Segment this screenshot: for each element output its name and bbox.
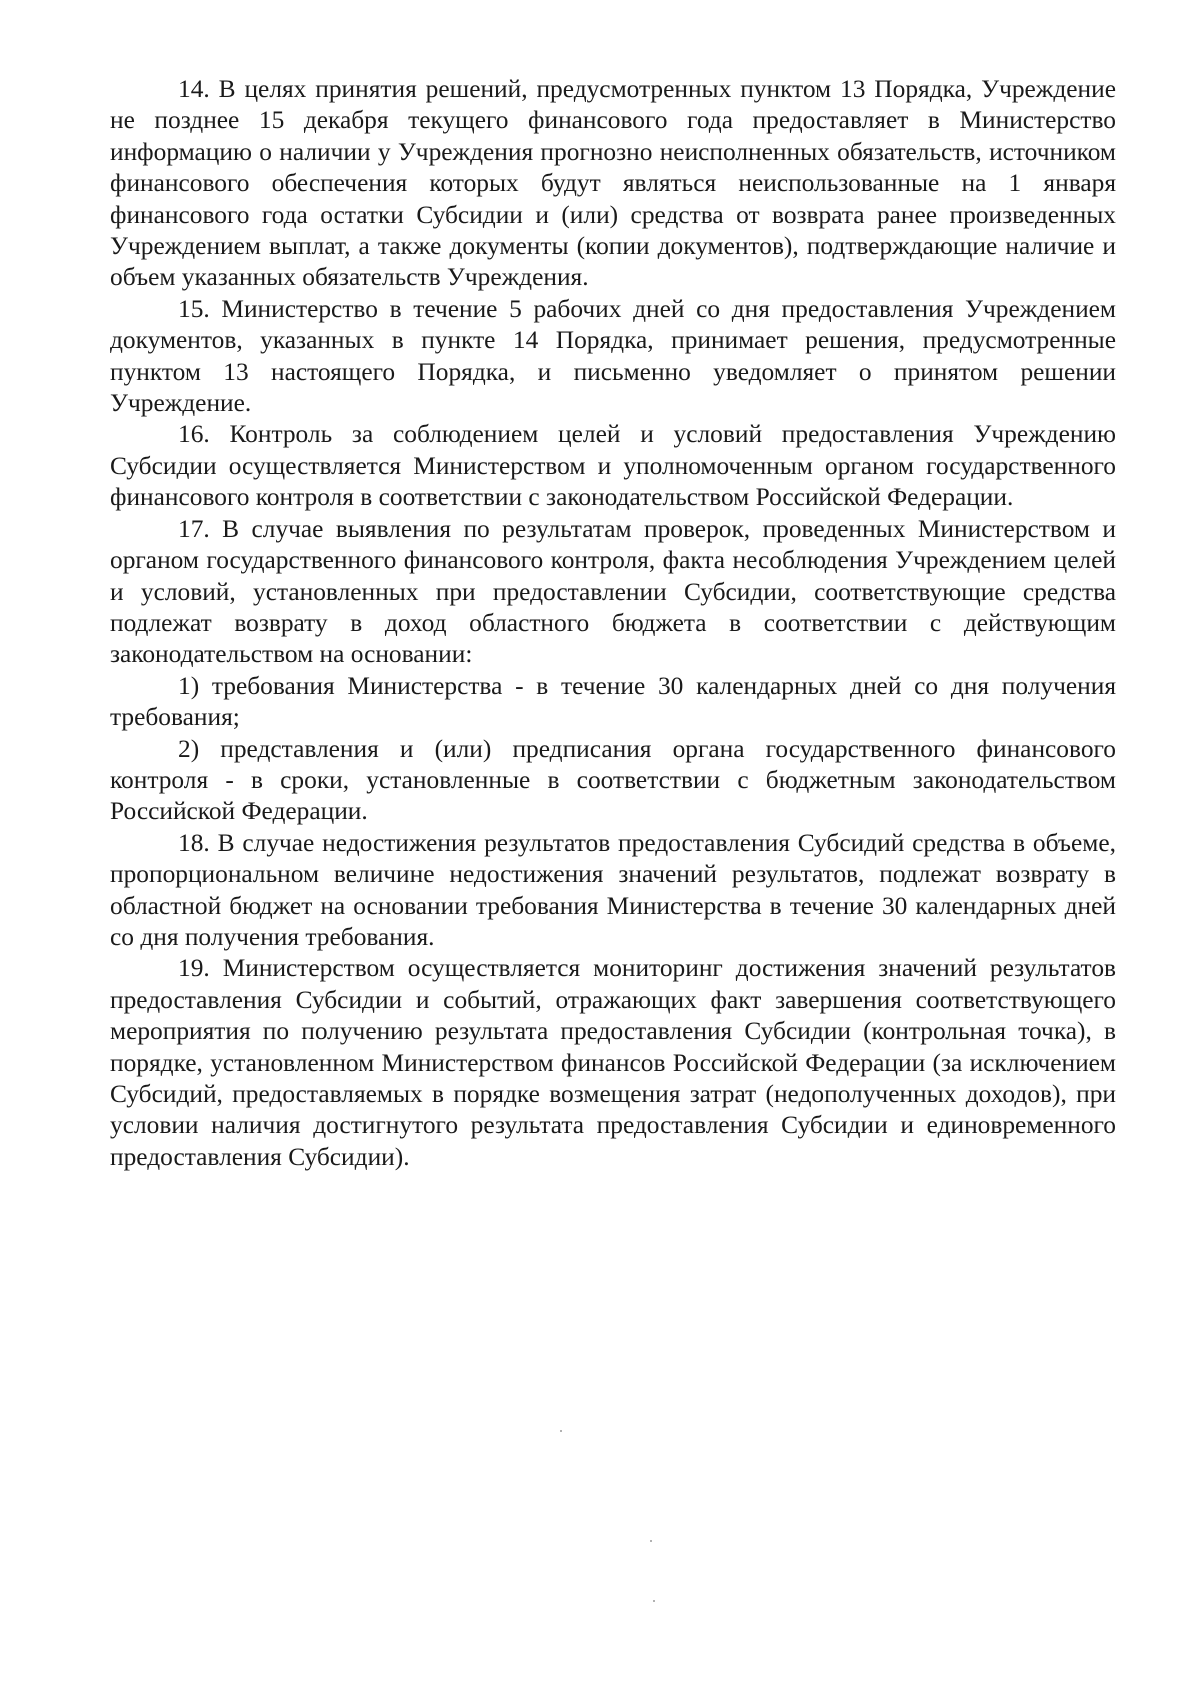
paragraph-16: 16. Контроль за соблюдением целей и условий предоставления Учреждению Субсидии осуществляется Министерством и уполномоченным органом государственного финансового контроля в соответствии с законодательством Российской Федерации. — [110, 420, 1116, 512]
paragraph-15: 15. Министерство в течение 5 рабочих дней со дня предоставления Учреждением документов, указанных в пункте 14 Порядка, принимает решения, предусмотренные пунктом 13 настоящего Порядка, и письменно уведомляет о принятом решении Учреждение. — [110, 294, 1116, 418]
paragraph-17: 17. В случае выявления по результатам проверок, проведенных Министерством и органом государственного финансового контроля, факта несоблюдения Учреждением целей и условий, установленных при предоставлении Субсидии, соответствующие средства подлежат возврату в доход областного бюджета в соответствии с действующим законодательством на основании: — [110, 514, 1116, 669]
paragraph-17-item-2: 2) представления и (или) предписания органа государственного финансового контроля - в сроки, установленные в соответствии с бюджетным законодательством Российской Федерации. — [110, 734, 1116, 826]
paragraph-18: 18. В случае недостижения результатов предоставления Субсидий средства в объеме, пропорциональном величине недостижения значений результатов, подлежат возврату в областной бюджет на основании требования Министерства в течение 30 календарных дней со дня получения требования. — [110, 828, 1116, 951]
scan-speck — [560, 1430, 562, 1432]
paragraph-17-item-1: 1) требования Министерства - в течение 30 календарных дней со дня получения требования; — [110, 671, 1116, 732]
document-body — [110, 74, 1116, 1173]
scan-speck — [650, 1540, 652, 1542]
paragraph-14: 14. В целях принятия решений, предусмотренных пунктом 13 Порядка, Учреждение не позднее 15 декабря текущего финансового года предоставляет в Министерство информацию о наличии у Учреждения прогнозно неисполненных обязательств, источником финансового обеспечения которых будут являться неиспользованные на 1 января финансового года остатки Субсидии и (или) средства от возврата ранее произведенных Учреждением выплат, а также документы (копии документов), подтверждающие наличие и объем указанных обязательств Учреждения. — [110, 75, 1116, 292]
scan-speck — [653, 1600, 655, 1602]
paragraph-19: 19. Министерством осуществляется мониторинг достижения значений результатов предоставления Субсидии и событий, отражающих факт завершения соответствующего мероприятия по получению результата предоставления Субсидии (контрольная точка), в порядке, установленном Министерством финансов Российской Федерации (за исключением Субсидий, предоставляемых в порядке возмещения затрат (недополученных доходов), при условии наличия достигнутого результата предоставления Субсидии и единовременного предоставления Субсидии). — [110, 954, 1116, 1171]
